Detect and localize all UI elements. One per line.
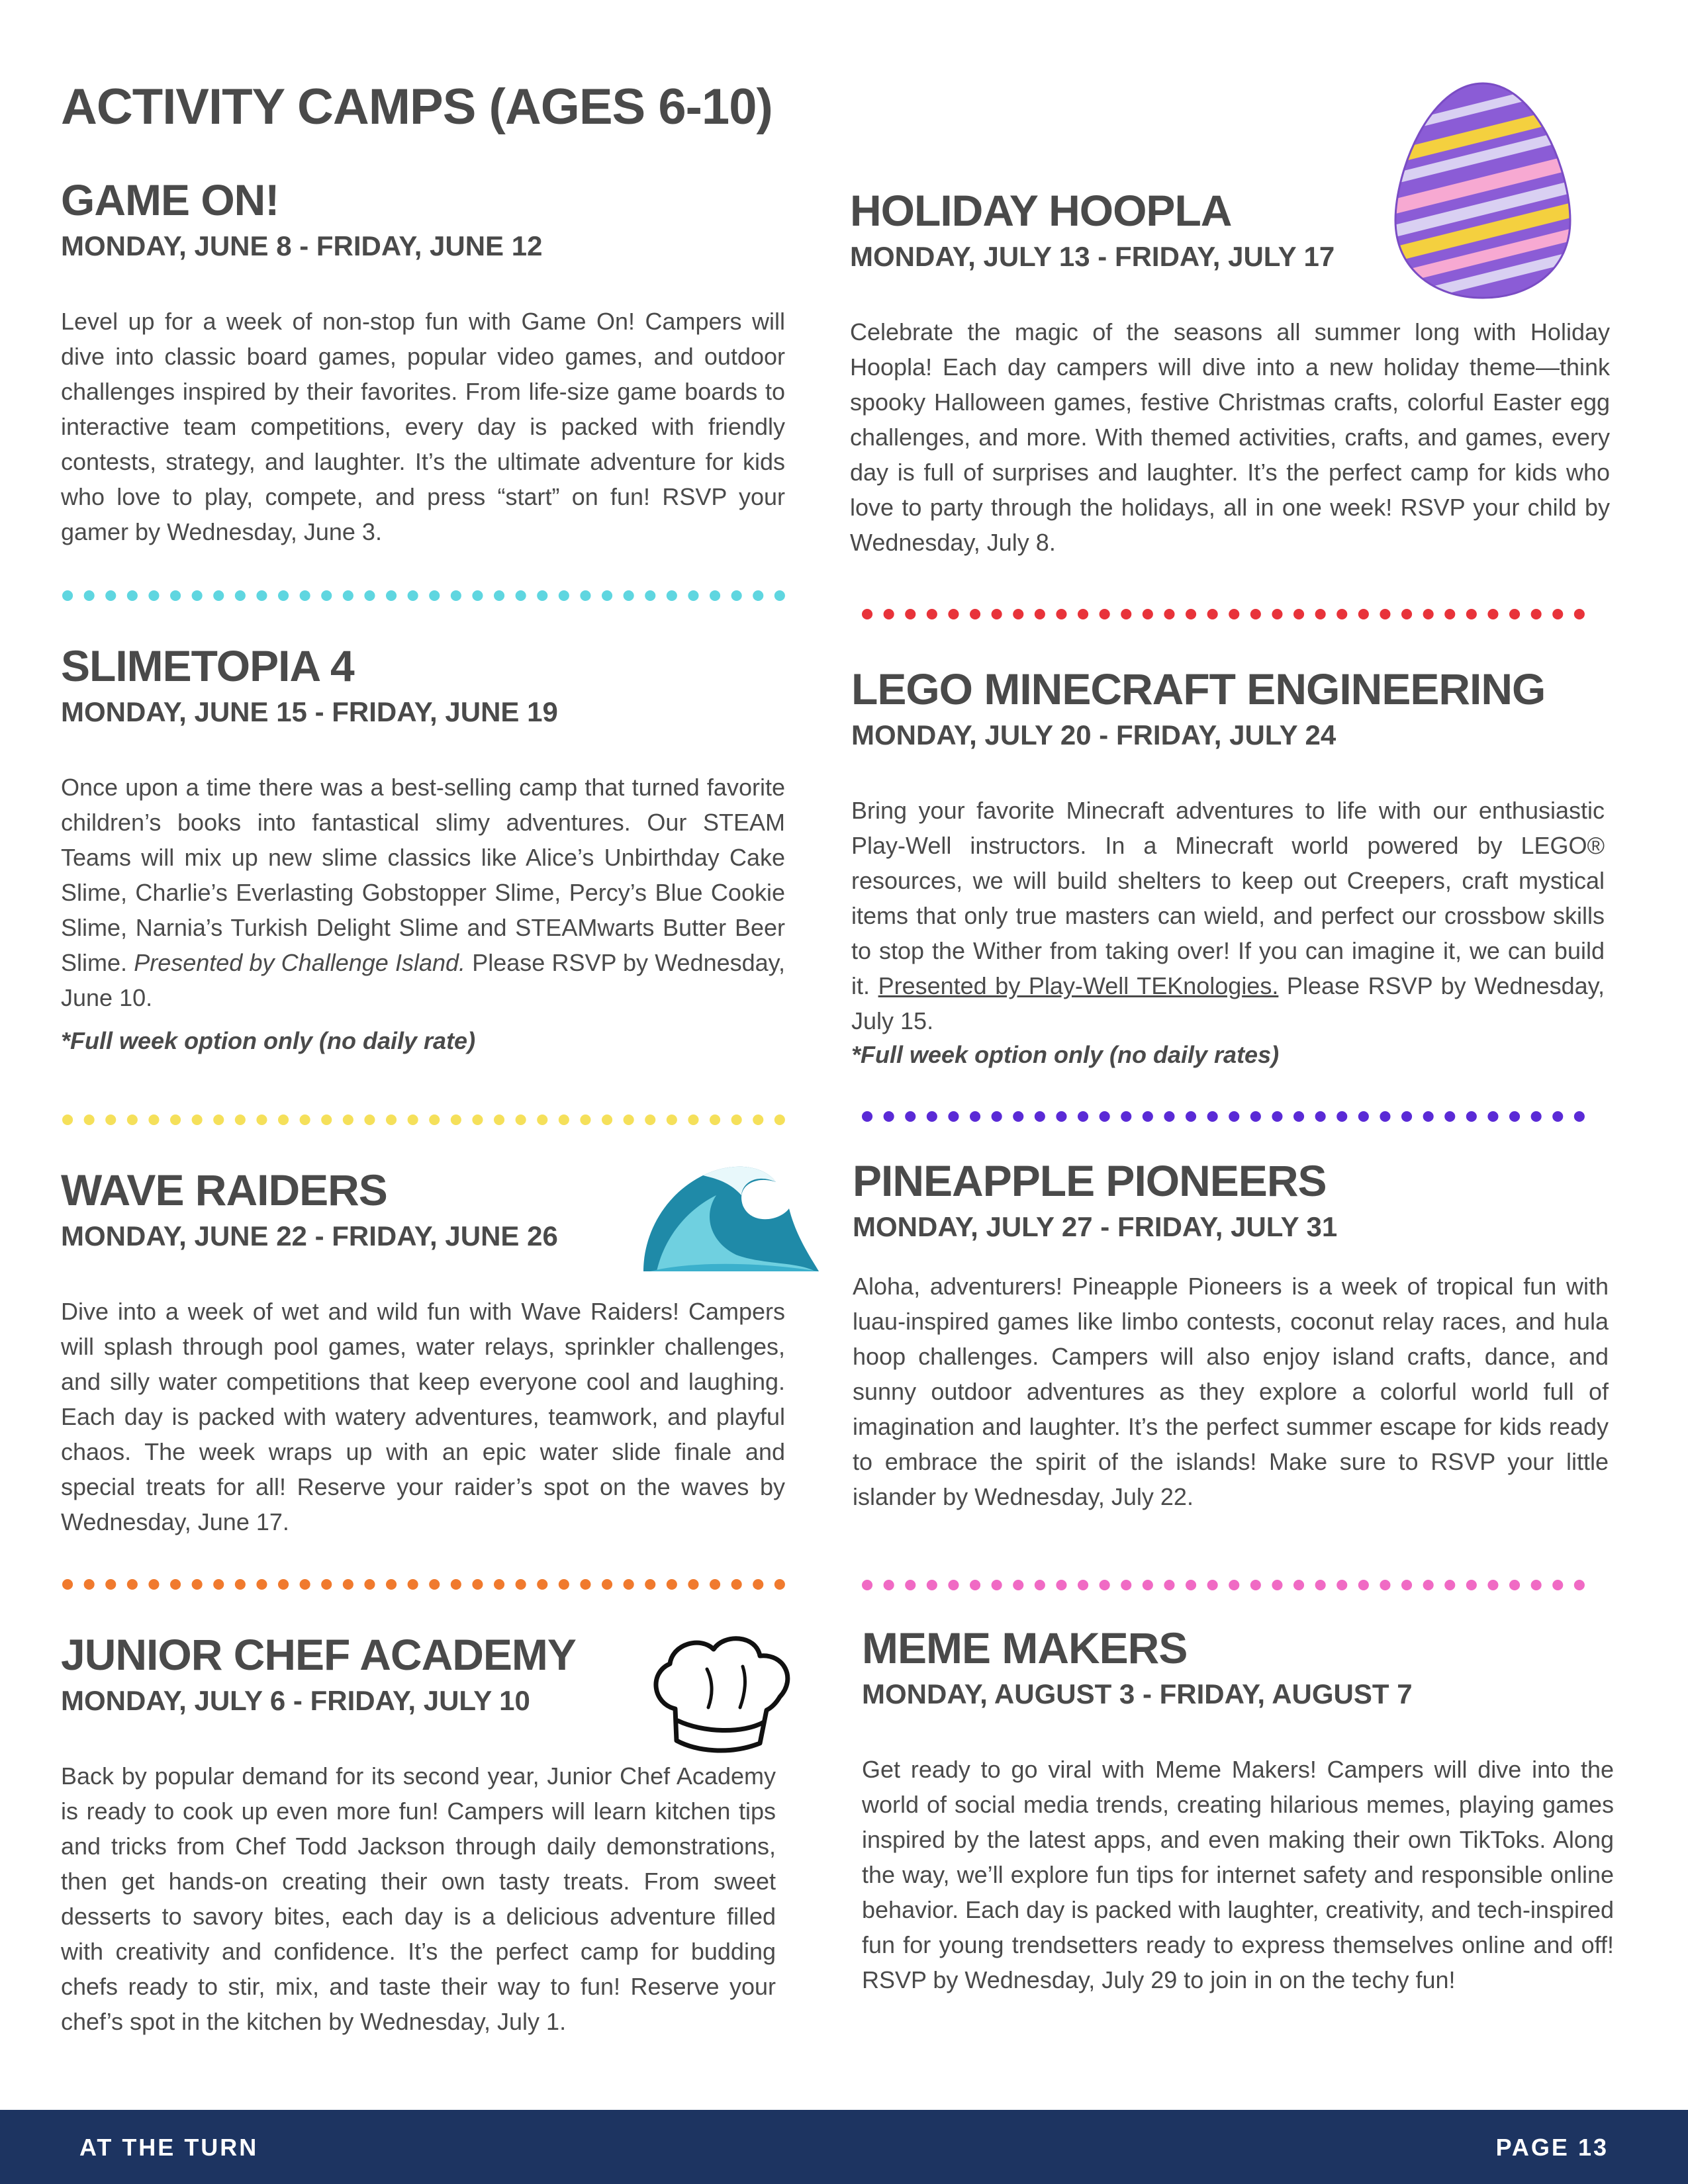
camp-game-on — [61, 176, 785, 549]
footer-publication-name: AT THE TURN — [79, 2134, 259, 2161]
camp-title: HOLIDAY HOOPLA — [850, 186, 1232, 235]
footer-page-number: PAGE 13 — [1495, 2134, 1609, 2161]
camp-dates: MONDAY, AUGUST 3 - FRIDAY, AUGUST 7 — [862, 1678, 1413, 1709]
camp-description: Dive into a week of wet and wild fun with Wave Raiders! Campers will splash through pool games, water relays, sprinkler challenges, and silly water competitions that keep everyone cool and laughing. Each day is packed with watery adventures, teamwork, and playful chaos. The week wraps up with an epic water slide finale and special treats for all! Reserve your raider’s spot on the waves by Wednesday, June 17. — [61, 1297, 785, 1535]
camp-dates: MONDAY, JULY 27 - FRIDAY, JULY 31 — [853, 1210, 1338, 1242]
camp-description — [851, 793, 1605, 1038]
rsvp-text: Please RSVP by Wednesday, June 10. — [61, 948, 785, 1011]
camp-title: PINEAPPLE PIONEERS — [853, 1156, 1327, 1205]
camp-description: Celebrate the magic of the seasons all summer long with Holiday Hoopla! Each day campers will dive into a new holiday theme—think spooky Halloween games, festive Christmas crafts, colorful Easter egg challenges, and more. With themed activities, crafts, and games, every day is full of surprises and laughter. It’s the perfect camp for kids who love to party through the holidays, all in one week! RSVP your child by Wednesday, July 8. — [850, 318, 1610, 556]
camp-dates: MONDAY, JUNE 22 - FRIDAY, JUNE 26 — [61, 1220, 558, 1251]
divider-dots-yellow — [61, 1113, 796, 1126]
divider-dots-orange — [61, 1578, 796, 1591]
divider-dots-pink — [861, 1578, 1602, 1592]
presented-by-play-well: Presented by Play-Well TEKnologies. — [878, 972, 1279, 999]
camp-description — [61, 770, 785, 1015]
camp-description: Level up for a week of non-stop fun with Game On! Campers will dive into classic board games, popular video games, and outdoor challenges inspired by their favorites. From life-size game boards to interactive team competitions, every day is packed with friendly contests, strategy, and laughter. It’s the ultimate adventure for kids who love to play, compete, and press “start” on fun! RSVP your gamer by Wednesday, June 3. — [61, 307, 785, 545]
camp-title: JUNIOR CHEF ACADEMY — [61, 1630, 576, 1679]
camp-slimetopia — [61, 642, 785, 1055]
camp-dates: MONDAY, JUNE 15 - FRIDAY, JUNE 19 — [61, 696, 558, 727]
camp-title: SLIMETOPIA 4 — [61, 641, 354, 690]
chef-hat-icon — [643, 1629, 802, 1755]
camp-description: Back by popular demand for its second year, Junior Chef Academy is ready to cook up even more fun! Campers will learn kitchen tips and tricks from Chef Todd Jackson through daily demonstrations, then get hands-on creating their own tasty treats. From sweet desserts to savory bites, each day is a delicious adventure filled with creativity and confidence. It’s the perfect camp for budding chefs ready to stir, mix, and taste their way to fun! Reserve your chef’s spot in the kitchen by Wednesday, July 1. — [61, 1762, 776, 2035]
full-week-note: *Full week option only (no daily rates) — [851, 1040, 1280, 1068]
divider-dots-cyan — [61, 589, 796, 602]
rsvp-text: Please RSVP by Wednesday, July 15. — [851, 972, 1605, 1034]
page-footer — [0, 2110, 1688, 2184]
camp-dates: MONDAY, JULY 13 - FRIDAY, JULY 17 — [850, 240, 1335, 272]
camp-title: MEME MAKERS — [862, 1623, 1188, 1672]
camp-description-text: Once upon a time there was a best-selling camp that turned favorite children’s books into fantastical slimy adventures. Our STEAM Teams will mix up new slime classics like Alice’s Unbirthday Cake Slime, Charlie’s Everlasting Gobstopper Slime, Percy’s Blue Cookie Slime, Narnia’s Turkish Delight Slime and STEAMwarts Butter Beer Slime. — [61, 773, 785, 976]
camp-lego-minecraft — [851, 665, 1605, 1069]
easter-egg-icon — [1390, 78, 1575, 303]
camp-description: Aloha, adventurers! Pineapple Pioneers is a week of tropical fun with luau-inspired games like limbo contests, coconut relay races, and hula hoop challenges. Campers will also enjoy island crafts, dance, and sunny outdoor adventures as they explore a colorful world full of imagination and laughter. It’s the perfect summer escape for kids ready to embrace the spirit of the islands! Make sure to RSVP your little islander by Wednesday, July 22. — [853, 1272, 1609, 1510]
ocean-wave-icon — [637, 1156, 822, 1275]
camp-dates: MONDAY, JUNE 8 - FRIDAY, JUNE 12 — [61, 230, 543, 261]
camp-meme-makers — [862, 1624, 1614, 1997]
camp-dates: MONDAY, JULY 6 - FRIDAY, JULY 10 — [61, 1684, 530, 1716]
camp-dates: MONDAY, JULY 20 - FRIDAY, JULY 24 — [851, 719, 1336, 751]
page-title: ACTIVITY CAMPS (AGES 6-10) — [61, 79, 773, 135]
divider-dots-purple — [861, 1110, 1602, 1123]
camp-title: LEGO MINECRAFT ENGINEERING — [851, 664, 1546, 713]
camp-title: GAME ON! — [61, 175, 279, 224]
divider-dots-red — [861, 608, 1602, 621]
presented-by-challenge-island: Presented by Challenge Island. — [134, 948, 466, 976]
camp-pineapple-pioneers — [853, 1157, 1609, 1514]
full-week-note: *Full week option only (no daily rate) — [61, 1026, 476, 1054]
camp-title: WAVE RAIDERS — [61, 1165, 387, 1214]
camp-description-text: Bring your favorite Minecraft adventures to life with our enthusiastic Play-Well instructors. In a Minecraft world powered by LEGO® resources, we will build shelters to keep out Creepers, craft mystical items that only true masters can wield, and perfect our crossbow skills to stop the Wither from taking over! If you can imagine it, we can build it. — [851, 796, 1605, 999]
camp-description: Get ready to go viral with Meme Makers! Campers will dive into the world of social media trends, creating hilarious memes, playing games inspired by the latest apps, and even making their own TikToks. Along the way, we’ll explore fun tips for internet safety and responsible online behavior. Each day is packed with laughter, creativity, and tech-inspired fun for young trendsetters ready to express themselves online and off! RSVP by Wednesday, July 29 to join in on the techy fun! — [862, 1755, 1614, 1993]
